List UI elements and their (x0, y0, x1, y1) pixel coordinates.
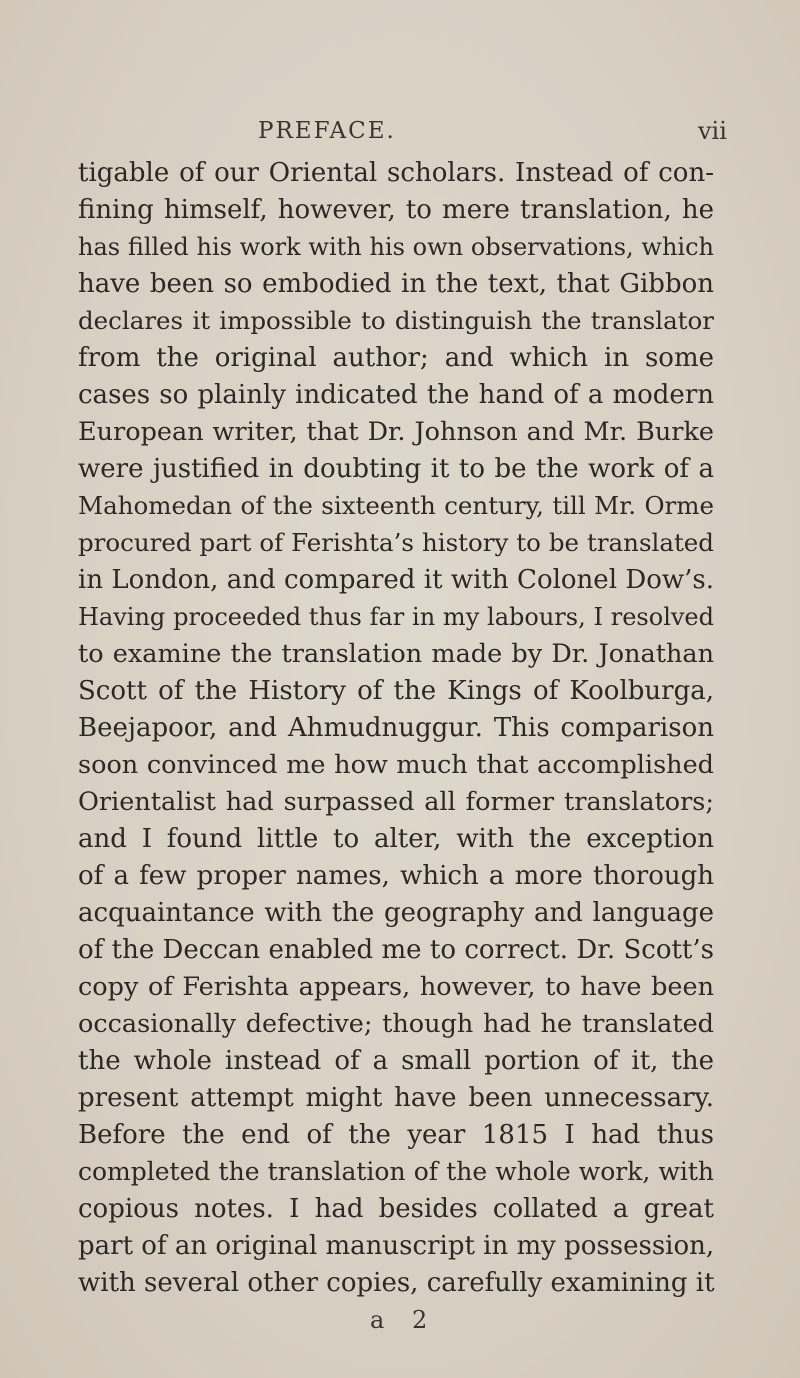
text-line: copy of Ferishta appears, however, to have been (78, 972, 714, 1002)
text-line: fining himself, however, to mere translation, he (78, 195, 714, 225)
text-line: to examine the translation made by Dr. Jonathan (78, 639, 714, 669)
text-line: of a few proper names, which a more thorough (78, 861, 714, 891)
text-line: declares it impossible to distinguish the translator (78, 306, 714, 335)
text-line: copious notes. I had besides collated a great (78, 1194, 714, 1224)
text-line: the whole instead of a small portion of it, the (78, 1046, 714, 1076)
text-line: European writer, that Dr. Johnson and Mr. Burke (78, 417, 714, 447)
text-line: Beejapoor, and Ahmudnuggur. This comparison (78, 713, 714, 743)
text-line: with several other copies, carefully examining it (78, 1268, 715, 1298)
text-line: soon convinced me how much that accomplished (78, 750, 714, 780)
text-line: Before the end of the year 1815 I had thus (78, 1120, 714, 1150)
text-line: and I found little to alter, with the exception (78, 824, 714, 854)
text-line: procured part of Ferishta’s history to be translated (78, 528, 714, 557)
text-line: cases so plainly indicated the hand of a modern (78, 380, 714, 410)
text-line: part of an original manuscript in my possession, (78, 1231, 715, 1261)
page-number: vii (698, 117, 727, 145)
text-line: Orientalist had surpassed all former translators; (78, 787, 714, 817)
text-line: completed the translation of the whole work, with (78, 1157, 714, 1186)
text-line: in London, and compared it with Colonel Dow’s. (78, 565, 714, 595)
text-line: have been so embodied in the text, that Gibbon (78, 269, 714, 299)
signature-mark: a 2 (370, 1306, 438, 1334)
text-line: were justified in doubting it to be the work of a (78, 454, 714, 484)
text-line: from the original author; and which in some (78, 343, 714, 373)
text-line: has filled his work with his own observations, which (78, 233, 714, 261)
text-line: present attempt might have been unnecessary. (78, 1083, 714, 1113)
text-line: of the Deccan enabled me to correct. Dr. Scott’s (78, 935, 714, 965)
text-line: Mahomedan of the sixteenth century, till Mr. Orme (78, 491, 714, 520)
text-line: Scott of the History of the Kings of Koolburga, (78, 676, 714, 706)
text-line: occasionally defective; though had he translated (78, 1009, 714, 1039)
text-line: Having proceeded thus far in my labours, I resolved (78, 603, 714, 631)
text-line: acquaintance with the geography and language (78, 898, 714, 928)
text-line: tigable of our Oriental scholars. Instead of con- (78, 158, 714, 188)
running-head: PREFACE. (258, 118, 396, 144)
